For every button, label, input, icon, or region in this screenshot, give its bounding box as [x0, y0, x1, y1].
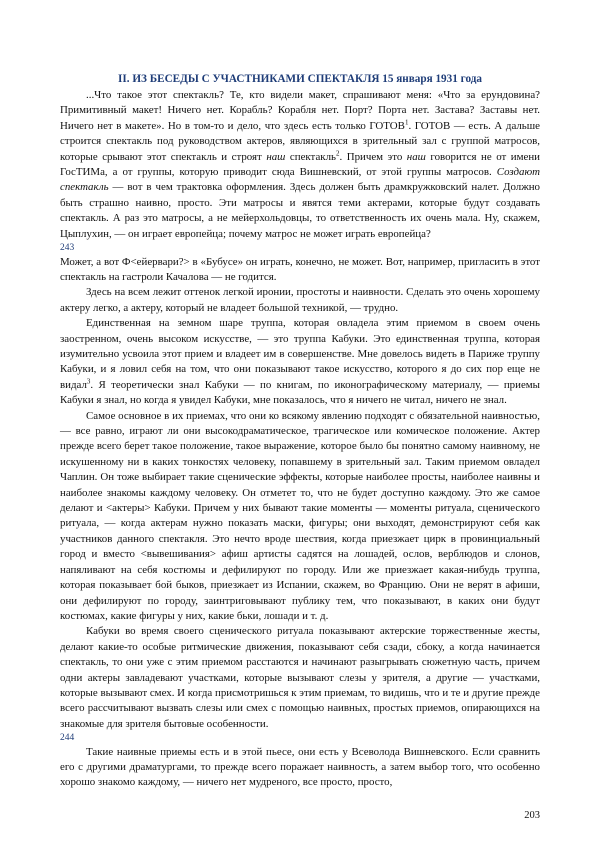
- text-run: . Я теоретически знал Кабуки — по книгам, по иконографическому материалу, — приемы Кабуки я знал, но когда я увидел Кабуки, мне показалось, что я ничего не читал, ничего не знал.: [60, 378, 540, 407]
- footnote-ref-3[interactable]: 3: [86, 377, 91, 386]
- page-number: 203: [524, 810, 540, 821]
- text-run: ...Что такое этот спектакль? Те, кто видели макет, спрашивают меня: «Что за ерундовина? Примитивный макет! Ничего нет. Корабль? Корабля нет. Порт? Порта нет. Застава? Заставы нет. Ничего нет в макете». Но в том-то и дело, что здесь есть только ГОТОВ: [60, 89, 540, 132]
- paragraph-4: [60, 316, 540, 408]
- text-run: . ГОТОВ — есть. А дальше строится спектакль под руководством актеров, являющихся в зрительный зал с группой матросов, которые срывают этот спектакль и строят: [60, 119, 540, 163]
- italic-run: наш: [406, 150, 426, 163]
- source-page-marker: 244: [60, 733, 75, 744]
- text-run: Единственная на земном шаре труппа, которая овладела этим приемом в своем очень заостренном, очень высоком искусстве, — это труппа Кабуки. Это единственная труппа, которая изумительно усвоила этот прием и владеет им в совершенстве. Мне довелось видеть в Париже труппу Кабуки, и я ловил себя на том, что они показывают такое искусство, которого я до сих пор еще не видал: [60, 317, 540, 391]
- footnote-ref-2[interactable]: 2: [335, 149, 340, 157]
- paragraph-2: Может, а вот Ф<ейервари?> в «Бубусе» он играть, конечно, не может. Вот, например, пригласить в этот спектакль на гастроли Качалова — не годится.: [60, 255, 540, 283]
- footnote-ref-1[interactable]: 1: [404, 118, 409, 127]
- italic-run: Создают спектакль: [60, 166, 540, 194]
- text-run: . Причем это: [339, 150, 407, 163]
- paragraph-3: Здесь на всем лежит оттенок легкой иронии, простоты и наивности. Сделать это очень хорошему актеру легко, а актеру, который не владеет большой техникой, — трудно.: [60, 286, 540, 314]
- text-run: спектакль: [285, 150, 336, 163]
- paragraph-5: Самое основное в их приемах, что они ко всякому явлению подходят с обязательной наивностью, — все равно, играют ли они высокодраматическое, трагическое или комическое положение. Актер прежде всего берет такое положение, такое выражение, которое было бы понятно самому наивному, не искушенному ни в каких тонкостях человеку, попавшему в зрительный зал. Таким приемом овладел Чаплин. Он тоже выбирает такие сценические эффекты, которые наиболее просты, наиболее наивны и наиболее знакомы каждому человеку. Он отметет то, что не будет доступно каждому. Это же самое делают и <актеры> Кабуки. Причем у них бывают такие моменты — моменты ритуала, сценического ритуала, — когда актерам нужно показать маски, фигуры; они выходят, демонстрируют себя как участников данного спектакля. Это нечто вроде шествия, когда приезжает цирк в провинциальный город и вместо <вывешивания> афиш артисты садятся на лошадей, ослов, верблюдов и слонов, напяливают на себя костюмы и дефилируют по городу. Или же приезжает какая-нибудь труппа, которая показывает бой быков, приезжает из Испании, скажем, во Францию. Они не верят в афиши, они дефилируют по городу, заинтриговывают публику тем, что показывают, в каких они будут костюмах, какие фигуры у них, какие бьки, лошади и т. д.: [60, 409, 540, 622]
- text-run: — вот в чем трактовка оформления. Здесь должен быть драмкружковский налет. Должно быть страшно наивно, просто. Эти матросы и явятся теми актерами, которые будут создавать спектакль. А раз это матросы, а не мейерхольдовцы, то ответственность их очень мала. Ну, скажем, Цыплухин, — он играет европейца; почему матрос не может играть европейца?: [60, 181, 540, 240]
- source-page-marker: 243: [60, 243, 75, 254]
- italic-run: наш: [266, 150, 286, 163]
- text-run: говорится не от имени ГосТИМа, а от группы, которую приводит сюда Вишневский, от этой группы матросов.: [60, 150, 540, 179]
- paragraph-7: Такие наивные приемы есть и в этой пьесе, они есть у Всеволода Вишневского. Если сравнить его с другими драматургами, то прежде всего поражает наивность, а затем выбор того, что особенно хорошо знакомо каждому, — ничего нет мудреного, все просто, просто,: [60, 745, 540, 789]
- section-heading: II. ИЗ БЕСЕДЫ С УЧАСТНИКАМИ СПЕКТАКЛЯ 15 января 1931 года: [118, 73, 482, 85]
- paragraph-1: [60, 88, 540, 242]
- paragraph-6: Кабуки во время своего сценического ритуала показывают актерские торжественные жесты, делают какие-то особые ритмические движения, показывают себя сзади, сбоку, а когда начинается спектакль, то они уже с этим приемом расстаются и начинают разыгрывать сюжетную часть, причем одни актеры завладевают участками, которые вызывают слезы у зрителя, а другие — участками, которые вызывают смех. И когда присмотришься к этим приемам, то видишь, что и те и другие прежде всего рассчитывают вызвать слезы или смех с помощью наивных, простых приемов, опирающихся на знакомые для зрителя бытовые особенности.: [60, 625, 540, 730]
